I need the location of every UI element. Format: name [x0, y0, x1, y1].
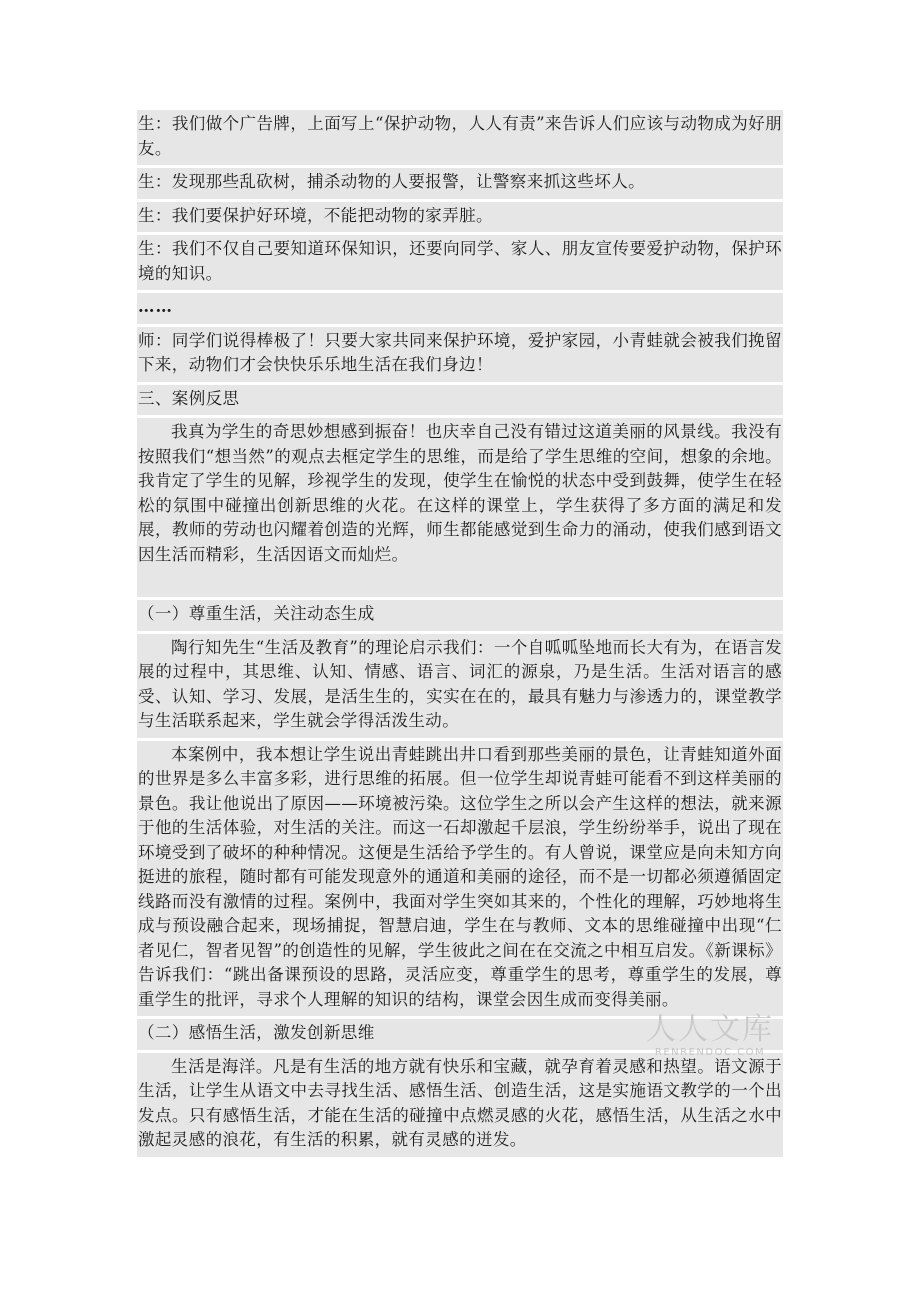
- student-reply-1: 生：我们做个广告牌，上面写上“保护动物，人人有责”来告诉人们应该与动物成为好朋友。: [137, 110, 783, 165]
- watermark-title: 人人文库: [646, 1012, 774, 1047]
- student-reply-2: 生：发现那些乱砍树，捕杀动物的人要报警，让警察来抓这些坏人。: [137, 168, 783, 199]
- renrendoc-watermark: [646, 1013, 774, 1059]
- case-analysis-paragraph: 本案例中，我本想让学生说出青蛙跳出井口看到那些美丽的景色，让青蛙知道外面的世界是多么丰富多彩，进行思维的拓展。但一位学生却说青蛙可能看不到这样美丽的景色。我让他说出了原因——环境被污染。这位学生之所以会产生这样的想法，就来源于他的生活体验，对生活的关注。而这一石却激起千层浪，学生纷纷举手，说出了现在环境受到了破坏的种种情况。这便是生活给予学生的。有人曾说，课堂应是向未知方向挺进的旅程，随时都有可能发现意外的通道和美丽的途径，而不是一切都必须遵循固定线路而没有激情的过程。案例中，我面对学生突如其来的，个性化的理解，巧妙地将生成与预设融合起来，现场捕捉，智慧启迪，学生在与教师、文本的思维碰撞中出现“仁者见仁，智者见智”的创造性的见解，学生彼此之间在在交流之中相互启发。《新课标》告诉我们：“跳出备课预设的思路，灵活应变，尊重学生的思考，尊重学生的发展，尊重学生的批评，寻求个人理解的知识的结构，课堂会因生成而变得美丽。: [137, 741, 783, 1017]
- watermark-subtitle: RENRENDOC.COM: [654, 1047, 766, 1058]
- student-reply-3: 生：我们要保护好环境，不能把动物的家弄脏。: [137, 202, 783, 233]
- life-is-ocean-paragraph: 生活是海洋。凡是有生活的地方就有快乐和宝藏，就孕育着灵感和热望。语文源于生活，让学生从语文中去寻找生活、感悟生活、创造生活，这是实施语文教学的一个出发点。只有感悟生活，才能在生活的碰撞中点燃灵感的火花，感悟生活，从生活之水中激起灵感的浪花，有生活的积累，就有灵感的迸发。: [137, 1053, 783, 1157]
- subheading-perceive-life: （二）感悟生活，激发创新思维: [137, 1019, 783, 1050]
- section-heading-case-reflection: 三、案例反思: [137, 385, 783, 416]
- tao-xingzhi-paragraph: 陶行知先生“生活及教育”的理论启示我们：一个自呱呱坠地而长大有为，在语言发展的过程中，其思维、认知、情感、语言、词汇的源泉，乃是生活。生活对语言的感受、认知、学习、发展，是活生生的，实实在在的，最具有魅力与渗透力的，课堂教学与生活联系起来，学生就会学得活泼生动。: [137, 634, 783, 738]
- reflection-paragraph: [137, 418, 783, 597]
- student-reply-4: 生：我们不仅自己要知道环保知识，还要向同学、家人、朋友宣传要爱护动物，保护环境的知识。: [137, 235, 783, 290]
- subheading-respect-life: （一）尊重生活，关注动态生成: [137, 600, 783, 631]
- paragraph-gap: [138, 567, 782, 593]
- document-body: [137, 110, 783, 1160]
- teacher-reply: 师：同学们说得棒极了！只要大家共同来保护环境，爱护家园，小青蛙就会被我们挽留下来，动物们才会快快乐乐地生活在我们身边！: [137, 327, 783, 382]
- ellipsis-line: ……: [137, 293, 783, 324]
- reflection-paragraph-text: 我真为学生的奇思妙想感到振奋！也庆幸自己没有错过这道美丽的风景线。我没有按照我们“想当然”的观点去框定学生的思维，而是给了学生思维的空间，想象的余地。我肯定了学生的见解，珍视学生的发现，使学生在愉悦的状态中受到鼓舞，使学生在轻松的氛围中碰撞出创新思维的火花。在这样的课堂上，学生获得了多方面的满足和发展，教师的劳动也闪耀着创造的光辉，师生都能感觉到生命力的涌动，使我们感到语文因生活而精彩，生活因语文而灿烂。: [138, 422, 782, 564]
